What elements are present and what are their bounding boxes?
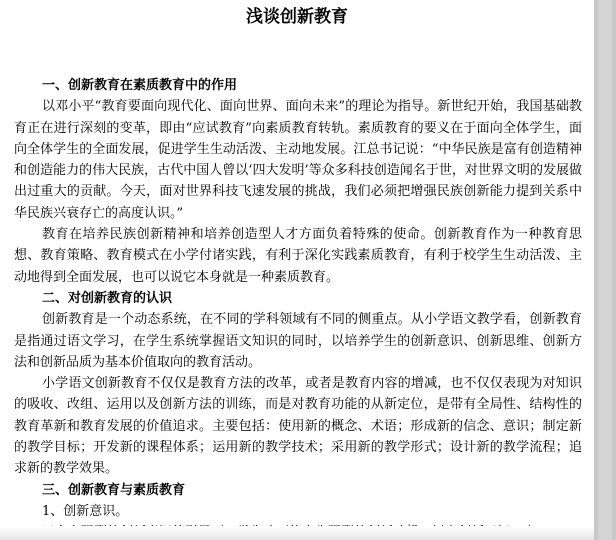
paragraph: 以邓小平“教育要面向现代化、面向世界、面向未来”的理论为指导。新世纪开始，我国基础教育正在进行深刻的变革，即由“应试教育”向素质教育转轨。素质教育的要义在于面向全体学生，面向全体学生的全面发展，促进学生生动活泼、主动地发展。江总书记说：“中华民族是富有创造精神和创造能力的伟大民族，古代中国人曾以‘四大发明’等众多科技创造闻名于世，对世界文明的发展做出过重大的贡献。今天，面对世界科技飞速发展的挑战，我们必须把增强民族创新能力提到关系中华民族兴衰存亡的高度认识。”	[14, 99, 582, 221]
section-2	[14, 288, 582, 480]
scroll-gutter[interactable]	[594, 0, 616, 540]
document-title: 浅谈创新教育	[246, 7, 348, 27]
subsection-heading: 1、创新意识。	[42, 503, 129, 519]
page-bottom-edge	[0, 526, 594, 540]
section-heading: 三、创新教育与素质教育	[42, 482, 186, 498]
paragraph: 小学语文创新教育不仅仅是教育方法的改革，或者是教育内容的增减，也不仅仅表现为对知识的吸收、改组、运用以及创新方法的训练，而是对教育功能的从新定位，是带有全局性、结构性的教育革新和教育发展的价值追求。主要包括：使用新的概念、术语；形成新的信念、意识；制定新的教学目标；开发新的课程体系；运用新的教学技术；采用新的教学形式；设计新的教学流程；追求新的教学效果。	[14, 376, 582, 477]
section-heading: 二、对创新教育的认识	[42, 290, 173, 306]
scrollbar-track[interactable]	[598, 0, 612, 540]
document-body	[14, 75, 582, 540]
section-heading: 一、创新教育在素质教育中的作用	[42, 78, 238, 93]
paragraph: 教育在培养民族创新精神和培养创造型人才方面负着特殊的使命。创新教育作为一种教育思想、教育策略、教育模式在小学付诸实践，有利于深化实践素质教育，有利于校学生生动活泼、主动地得到全面发展，也可以说它本身就是一种素质教育。	[14, 227, 582, 285]
section-1	[14, 75, 582, 288]
paragraph: 创新教育是一个动态系统，在不同的学科领域有不同的侧重点。从小学语文教学看，创新教育是指通过语文学习，在学生系统掌握语文知识的同时，以培养学生的创新意识、创新思维、创新方法和创新品质为基本价值取向的教育活动。	[14, 312, 582, 370]
